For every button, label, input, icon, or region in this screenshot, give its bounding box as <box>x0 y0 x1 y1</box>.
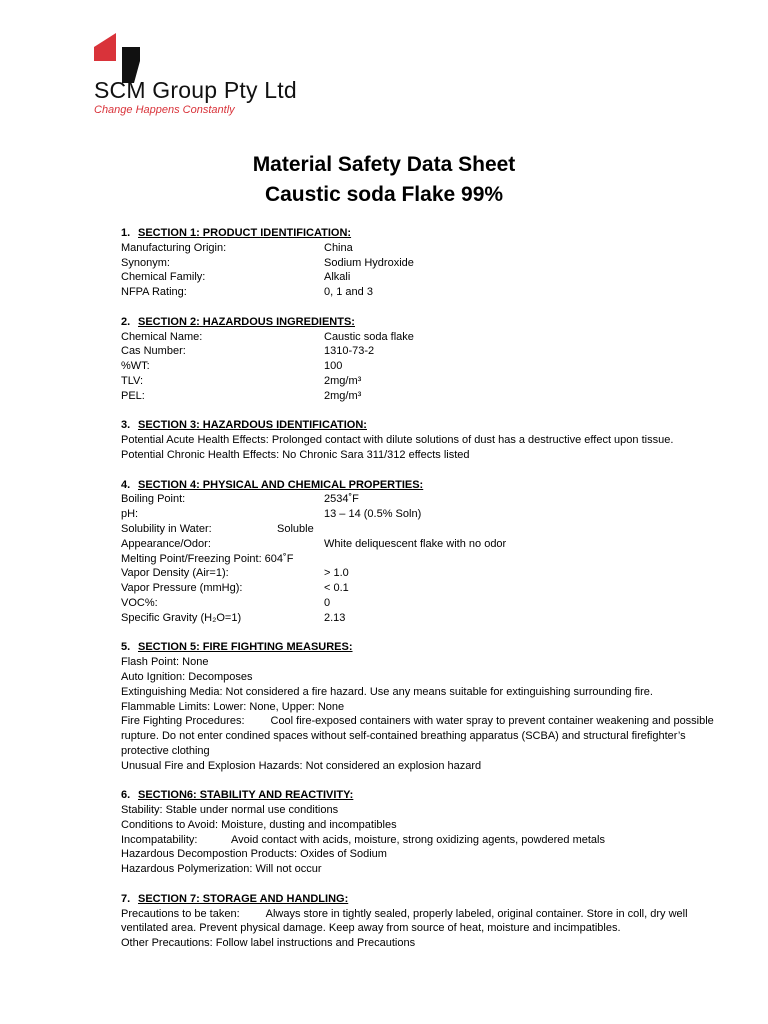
field-value: Avoid contact with acids, moisture, strong oxidizing agents, powdered metals <box>231 833 605 846</box>
field-value: > 1.0 <box>324 567 349 580</box>
field-label: TLV: <box>121 374 144 387</box>
field-row <box>121 537 721 552</box>
field-label: Appearance/Odor: <box>121 537 211 550</box>
field-row <box>121 241 721 256</box>
procedures-label: Fire Fighting Procedures: <box>121 715 245 728</box>
field-label: PEL: <box>121 389 145 402</box>
section-title: SECTION 5: FIRE FIGHTING MEASURES: <box>138 641 353 654</box>
title-line-1: Material Safety Data Sheet <box>252 153 516 176</box>
field-label: Synonym: <box>121 256 170 269</box>
field-label: Boiling Point: <box>121 493 186 506</box>
section-title: SECTION 4: PHYSICAL AND CHEMICAL PROPERTIES: <box>138 478 424 491</box>
section-title: SECTION 2: HAZARDOUS INGREDIENTS: <box>138 315 355 328</box>
precautions-text: Always store in tightly sealed, properly labeled, original container. Store in coll, dry well ventilated area. Prevent physical damage. Keep away from source of heat, moisture and incimpatibles. <box>121 907 688 935</box>
field-value: Soluble <box>277 522 314 535</box>
field-row <box>121 285 721 300</box>
stability: Stability: Stable under normal use conditions <box>121 804 339 817</box>
section-heading <box>121 640 721 655</box>
field-label: NFPA Rating: <box>121 286 187 299</box>
section-number: 3. <box>121 419 131 432</box>
field-row <box>121 566 721 581</box>
section-6 <box>121 788 721 877</box>
section-number: 1. <box>121 227 131 239</box>
field-value: 2.13 <box>324 611 346 624</box>
field-label: Vapor Pressure (mmHg): <box>121 582 243 595</box>
field-value: 100 <box>324 360 343 373</box>
field-label: Chemical Name: <box>121 330 203 343</box>
field-label: VOC%: <box>121 596 158 609</box>
flammable-limits: Flammable Limits: Lower: None, Upper: None <box>121 700 345 713</box>
section-heading <box>121 418 721 433</box>
section-4 <box>121 478 721 626</box>
section-number: 6. <box>121 789 131 802</box>
field-label: %WT: <box>121 360 150 373</box>
section-7 <box>121 892 721 951</box>
field-row <box>121 359 721 374</box>
field-value: 2mg/m³ <box>324 389 362 402</box>
other-precautions: Other Precautions: Follow label instructions and Precautions <box>121 937 416 950</box>
section-5 <box>121 640 721 773</box>
field-label: Vapor Density (Air=1): <box>121 567 229 580</box>
field-label: Manufacturing Origin: <box>121 241 227 254</box>
extinguishing-media: Extinguishing Media: Not considered a fire hazard. Use any means suitable for extinguishing surrounding fire. <box>121 685 653 698</box>
conditions-to-avoid: Conditions to Avoid: Moisture, dusting and incompatibles <box>121 818 397 831</box>
precautions <box>121 907 721 937</box>
auto-ignition: Auto Ignition: Decomposes <box>121 670 253 683</box>
flash-point: Flash Point: None <box>121 656 209 669</box>
field-label: Solubility in Water: <box>121 522 212 535</box>
company-logo <box>94 33 314 123</box>
field-row <box>121 330 721 345</box>
field-label: Incompatability: <box>121 833 198 846</box>
field-row <box>121 270 721 285</box>
fire-fighting-procedures <box>121 714 721 758</box>
section-heading <box>121 226 721 241</box>
field-value: China <box>324 241 353 254</box>
unusual-hazards: Unusual Fire and Explosion Hazards: Not considered an explosion hazard <box>121 759 482 772</box>
polymerization: Hazardous Polymerization: Will not occur <box>121 863 322 876</box>
field-label: Chemical Family: <box>121 271 206 284</box>
sheet-content <box>121 226 721 966</box>
field-label: Specific Gravity (H₂O=1) <box>121 611 242 624</box>
chronic-effects: Potential Chronic Health Effects: No Chronic Sara 311/312 effects listed <box>121 448 470 461</box>
section-heading <box>121 478 721 493</box>
document-title <box>0 150 768 210</box>
company-name: SCM Group Pty Ltd <box>94 77 297 103</box>
field-row <box>121 596 721 611</box>
section-number: 4. <box>121 478 131 491</box>
section-title: SECTION6: STABILITY AND REACTIVITY: <box>138 789 354 802</box>
field-value: 0, 1 and 3 <box>324 286 373 299</box>
field-value: Alkali <box>324 271 351 284</box>
field-row <box>121 389 721 404</box>
section-2 <box>121 315 721 404</box>
field-label: Cas Number: <box>121 345 186 358</box>
field-row <box>121 492 721 507</box>
section-title: SECTION 1: PRODUCT IDENTIFICATION: <box>138 227 352 239</box>
section-1 <box>121 226 721 300</box>
field-value: Sodium Hydroxide <box>324 256 414 269</box>
section-heading <box>121 892 721 907</box>
field-value: White deliquescent flake with no odor <box>324 537 507 550</box>
acute-effects: Potential Acute Health Effects: Prolonged contact with dilute solutions of dust has a destructive effect upon tissue. <box>121 434 674 447</box>
field-row <box>121 522 721 537</box>
field-row <box>121 581 721 596</box>
section-title: SECTION 3: HAZARDOUS IDENTIFICATION: <box>138 419 367 432</box>
melting-point: Melting Point/Freezing Point: 604˚F <box>121 552 294 565</box>
section-heading <box>121 315 721 330</box>
decomposition-products: Hazardous Decompostion Products: Oxides of Sodium <box>121 848 387 861</box>
field-value: 1310-73-2 <box>324 345 375 358</box>
section-number: 2. <box>121 315 131 328</box>
title-line-2: Caustic soda Flake 99% <box>264 183 504 206</box>
section-title: SECTION 7: STORAGE AND HANDLING: <box>138 892 349 905</box>
field-value: < 0.1 <box>324 582 349 595</box>
field-row <box>121 344 721 359</box>
precautions-label: Precautions to be taken: <box>121 907 240 920</box>
incompatability-row <box>121 833 721 848</box>
field-row <box>121 374 721 389</box>
field-value: 13 – 14 (0.5% Soln) <box>324 508 422 521</box>
section-number: 7. <box>121 892 131 905</box>
section-heading <box>121 788 721 803</box>
procedures-text: Cool fire-exposed containers with water spray to prevent container weakening and possible rupture. Do not enter condined spaces without self-contained breathing apparatus (SCBA) and structural firefighter’s protective clothing <box>121 715 714 757</box>
field-row <box>121 611 721 626</box>
field-row <box>121 256 721 271</box>
company-tagline: Change Happens Constantly <box>94 104 235 116</box>
field-label: pH: <box>121 508 139 521</box>
field-value: Caustic soda flake <box>324 330 414 343</box>
field-value: 0 <box>324 596 331 609</box>
field-value: 2534˚F <box>324 493 359 506</box>
field-row <box>121 507 721 522</box>
section-number: 5. <box>121 641 131 654</box>
logo-mark-icon <box>94 33 144 83</box>
section-3 <box>121 418 721 462</box>
field-value: 2mg/m³ <box>324 374 362 387</box>
